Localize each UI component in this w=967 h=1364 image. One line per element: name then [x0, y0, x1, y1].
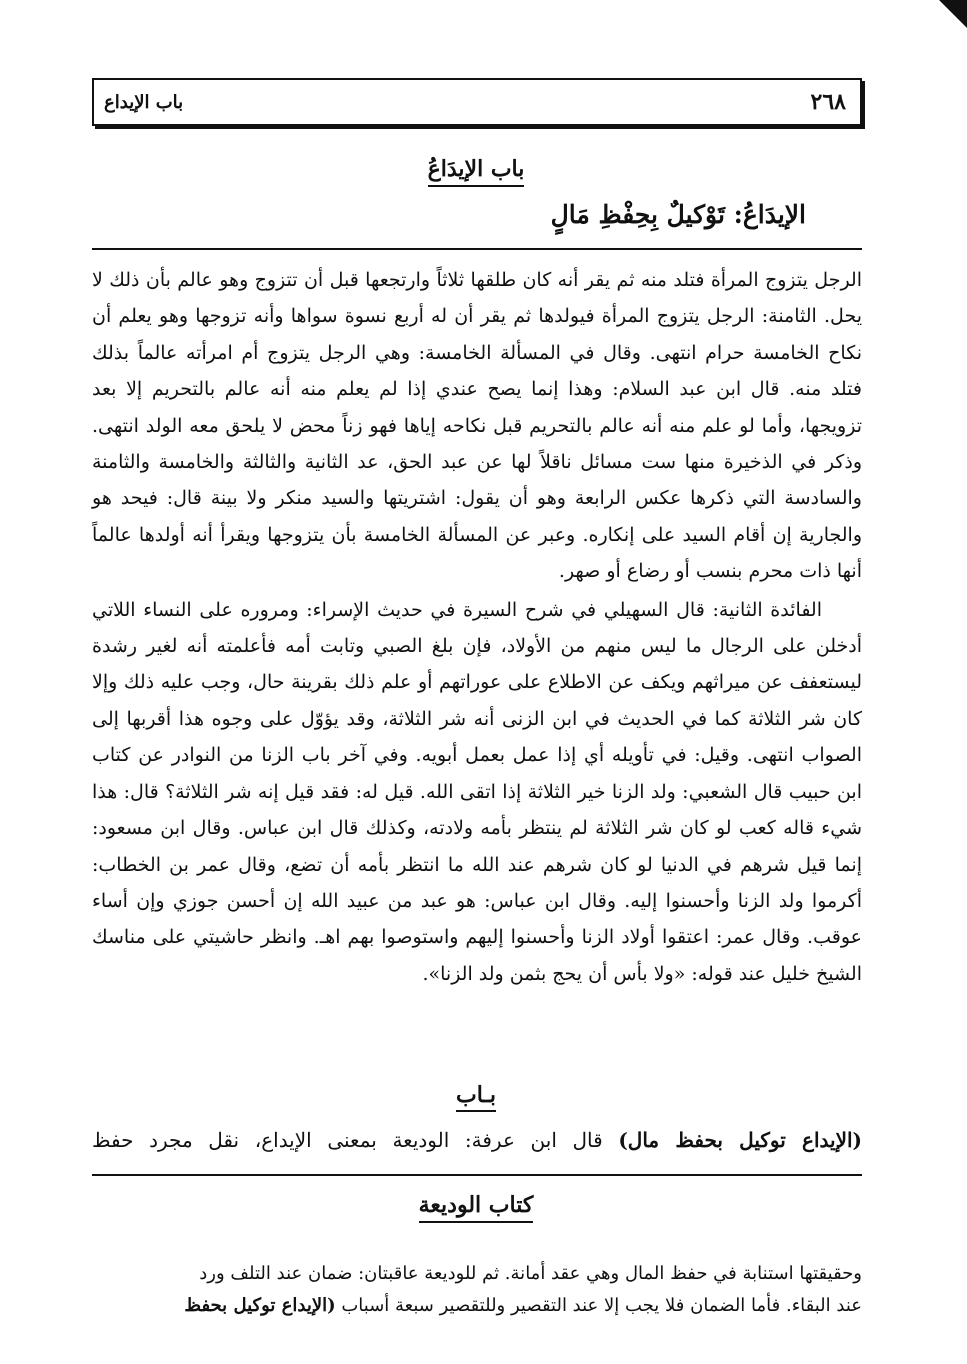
kitab-line-2: [92, 1290, 862, 1322]
running-title: باب الإيداع: [104, 91, 184, 113]
kitab-heading: [90, 1192, 862, 1218]
chapter-heading: [90, 156, 862, 182]
commentary-paragraph-2: الفائدة الثانية: قال السهيلي في شرح السيرة في حديث الإسراء: ومروره على النساء اللاتي أدخلن على الرجال ما ليس منهم من الأولاد، فإن بلغ الصبي وتابت أمه فأعلمته أنه لغير رشدة ليستعفف عن ميراثهم ويكف عن الاطلاع على عوراتهم أو علم ذلك بقرينة حال، وجب عليه ذلك وإلا كان شر الثلاثة كما في الحديث في ابن الزنى أنه شر الثلاثة، وقد يؤوّل على وجوه هذا أقربها إلى الصواب انتهى. وقيل: في تأويله أي إذا عمل بعمل أبويه. وفي آخر باب الزنا من النوادر عن كتاب ابن حبيب قال الشعبي: ولد الزنا خير الثلاثة إذا اتقى الله. قيل له: فقد قيل إنه شر الثلاثة؟ قال: هذا شيء قاله كعب لو كان شر الثلاثة لم ينتظر بأمه ولادته، وكذلك قال ابن عباس. وقال ابن مسعود: إنما قيل شرهم في الدنيا لو كان شرهم عند الله ما انتظر بأمه أن تضع، وقال عمر بن الخطاب: أكرموا ولد الزنا وأحسنوا إليه. وقال ابن عباس: هو عبد من عبيد الله إن أحسن جوزي وإن أساء عوقب. وقال عمر: اعتقوا أولاد الزنا وأحسنوا إليهم واستوصوا بهم اهـ. وانظر حاشيتي على مناسك الشيخ خليل عند قوله: «ولا بأس أن يحج بثمن ولد الزنا».: [92, 598, 862, 985]
page-number: ٢٦٨: [810, 89, 846, 115]
kitab-line-1: وحقيقتها استنابة في حفظ المال وهي عقد أمانة. ثم للوديعة عاقبتان: ضمان عند التلف ورد: [199, 1263, 862, 1284]
section-divider: [92, 1174, 862, 1176]
chapter-heading-text: باب الإيدَاعُ: [428, 156, 525, 187]
bab-text: قال ابن عرفة: الوديعة بمعنى الإيداع، نقل مجرد حفظ: [92, 1128, 619, 1152]
running-header: [92, 78, 862, 126]
bab-heading: [90, 1082, 862, 1108]
kitab-line-2-plain: عند البقاء. فأما الضمان فلا يجب إلا عند التقصير وللتقصير سبعة أسباب: [335, 1295, 862, 1316]
bab-heading-text: بـاب: [456, 1082, 496, 1112]
bab-line: [92, 1128, 862, 1152]
matn-divider: [92, 248, 862, 250]
matn-text: الإيدَاعُ: تَوْكيلٌ بِحِفْظِ مَالٍ: [550, 200, 806, 229]
commentary-body: [92, 262, 862, 992]
kitab-heading-text: كتاب الوديعة: [419, 1192, 534, 1223]
kitab-line-2-bold: (الإيداع توكيل بحفظ: [184, 1295, 336, 1316]
commentary-paragraph-1: الرجل يتزوج المرأة فتلد منه ثم يقر أنه كان طلقها ثلاثاً وارتجعها قبل أن تتزوج وهو عالم بأن ذلك لا يحل. الثامنة: الرجل يتزوج المرأة فيولدها ثم يقر أن له أربع نسوة سواها وأنه تزوجها وهو يعلم أن نكاح الخامسة حرام انتهى. وقال في المسألة الخامسة: وهي الرجل يتزوج أم امرأته عالماً بذلك فتلد منه. قال ابن عبد السلام: وهذا إنما يصح عندي إذا لم يعلم منه أنه عالم بالتحريم إلا بعد تزويجها، وأما لو علم منه أنه عالم بالتحريم قبل نكاحه إياها فهو زناً محض لا يلحق معه الولد انتهى. وذكر في الذخيرة منها ست مسائل ناقلاً لها عن عبد الحق، عد الثانية والثالثة والخامسة والثامنة والسادسة التي ذكرها عكس الرابعة وهو أن يقول: اشتريتها والسيد منكر ولا بينة قال: فيحد هو والجارية إن أقام السيد على إنكاره. وعبر عن المسألة الخامسة بأن يتزوجها ويقرأ أنه أولدها عالماً أنها ذات محرم بنسب أو رضاع أو صهر.: [92, 269, 862, 583]
kitab-body: [92, 1258, 862, 1322]
page-corner-mark: [939, 0, 967, 28]
bab-quote: (الإيداع توكيل بحفظ مال): [618, 1128, 862, 1152]
